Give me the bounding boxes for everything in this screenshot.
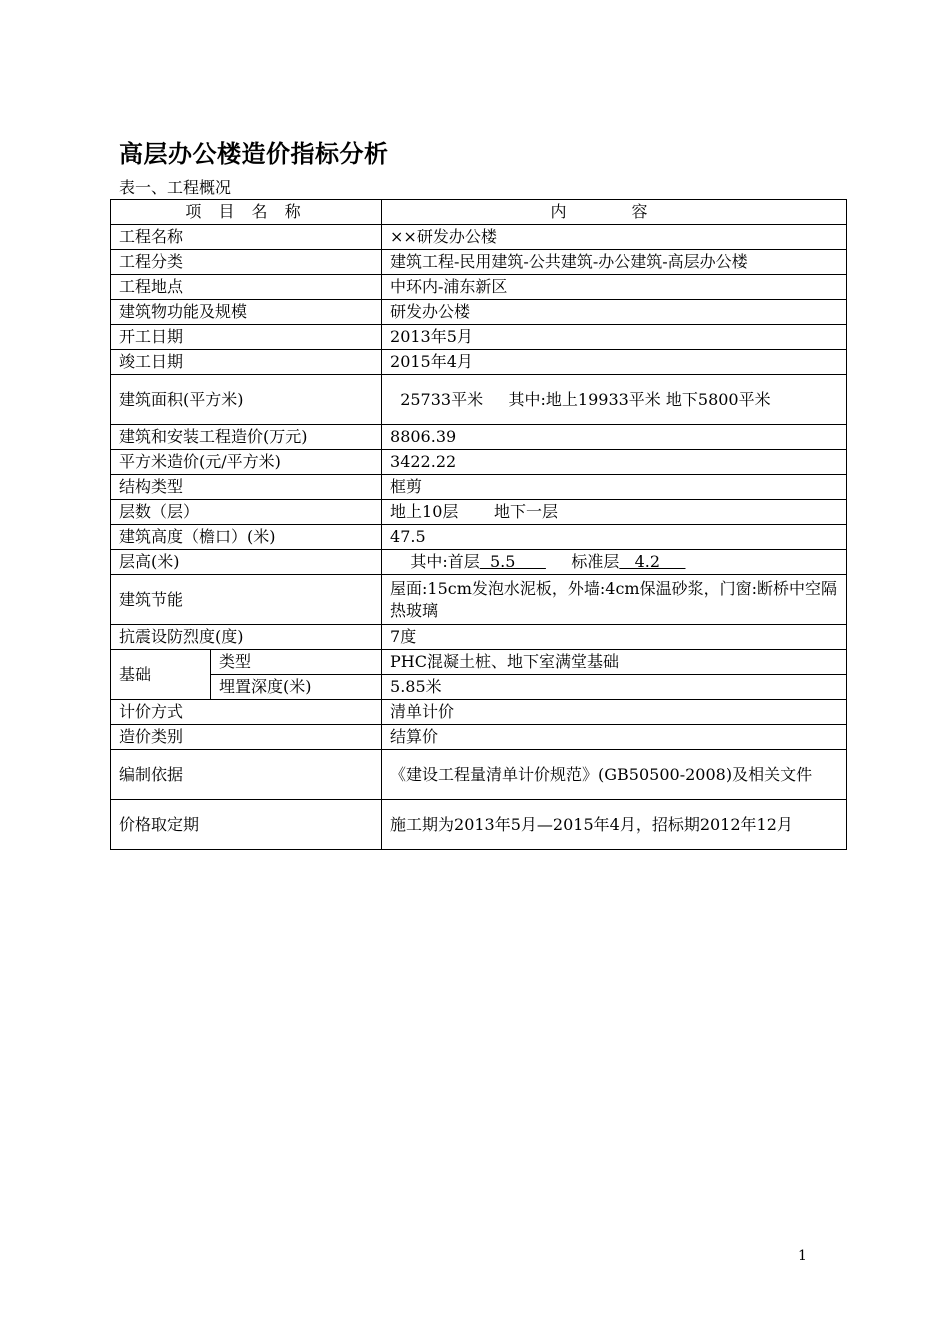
page-number: 1 bbox=[798, 1248, 807, 1264]
table-row bbox=[111, 550, 847, 575]
row-label: 工程地点 bbox=[111, 275, 382, 300]
row-value: 7度 bbox=[382, 625, 847, 650]
row-label: 平方米造价(元/平方米) bbox=[111, 450, 382, 475]
row-label: 建筑高度（檐口）(米) bbox=[111, 525, 382, 550]
table-header-row bbox=[111, 200, 847, 225]
row-label: 层数（层） bbox=[111, 500, 382, 525]
row-label: 编制依据 bbox=[111, 750, 382, 800]
row-label: 工程名称 bbox=[111, 225, 382, 250]
row-value: 47.5 bbox=[382, 525, 847, 550]
row-value: 2013年5月 bbox=[382, 325, 847, 350]
table-row bbox=[111, 300, 847, 325]
first-floor-height: 5.5 bbox=[479, 552, 546, 571]
row-value: 中环内-浦东新区 bbox=[382, 275, 847, 300]
row-sublabel: 埋置深度(米) bbox=[211, 675, 382, 700]
row-label: 建筑和安装工程造价(万元) bbox=[111, 425, 382, 450]
standard-floor-height: 4.2 bbox=[619, 552, 686, 571]
row-value bbox=[382, 550, 847, 575]
row-label: 工程分类 bbox=[111, 250, 382, 275]
row-value: 地上10层 地下一层 bbox=[382, 500, 847, 525]
row-value: 框剪 bbox=[382, 475, 847, 500]
row-label: 建筑面积(平方米) bbox=[111, 375, 382, 425]
row-label: 竣工日期 bbox=[111, 350, 382, 375]
table-row bbox=[111, 650, 847, 675]
row-label: 开工日期 bbox=[111, 325, 382, 350]
row-value: ××研发办公楼 bbox=[382, 225, 847, 250]
row-value: 施工期为2013年5月—2015年4月，招标期2012年12月 bbox=[382, 800, 847, 850]
standard-floor-label: 标准层 bbox=[545, 552, 620, 571]
row-value: 建筑工程-民用建筑-公共建筑-办公建筑-高层办公楼 bbox=[382, 250, 847, 275]
table-row bbox=[111, 725, 847, 750]
table-row bbox=[111, 525, 847, 550]
table-row bbox=[111, 425, 847, 450]
table-caption: 表一、工程概况 bbox=[119, 178, 232, 197]
row-value: 25733平米 其中:地上19933平米 地下5800平米 bbox=[382, 375, 847, 425]
row-label: 抗震设防烈度(度) bbox=[111, 625, 382, 650]
row-sublabel: 类型 bbox=[211, 650, 382, 675]
row-label: 计价方式 bbox=[111, 700, 382, 725]
table-row bbox=[111, 700, 847, 725]
row-value: PHC混凝土桩、地下室满堂基础 bbox=[382, 650, 847, 675]
row-value: 8806.39 bbox=[382, 425, 847, 450]
row-value: 研发办公楼 bbox=[382, 300, 847, 325]
header-content: 内 容 bbox=[382, 200, 847, 225]
table-row bbox=[111, 450, 847, 475]
row-value: 屋面:15cm发泡水泥板，外墙:4cm保温砂浆，门窗:断桥中空隔热玻璃 bbox=[382, 575, 847, 625]
table-row bbox=[111, 500, 847, 525]
row-value: 结算价 bbox=[382, 725, 847, 750]
table-row bbox=[111, 350, 847, 375]
table-row bbox=[111, 225, 847, 250]
table-row bbox=[111, 625, 847, 650]
row-value: 《建设工程量清单计价规范》(GB50500-2008)及相关文件 bbox=[382, 750, 847, 800]
floor-height-prefix: 其中:首层 bbox=[390, 552, 480, 571]
row-label: 建筑节能 bbox=[111, 575, 382, 625]
table-row bbox=[111, 675, 847, 700]
table-row bbox=[111, 375, 847, 425]
table-row bbox=[111, 250, 847, 275]
row-label: 结构类型 bbox=[111, 475, 382, 500]
row-label: 造价类别 bbox=[111, 725, 382, 750]
row-label: 层高(米) bbox=[111, 550, 382, 575]
table-row bbox=[111, 325, 847, 350]
table-row bbox=[111, 475, 847, 500]
table-row bbox=[111, 575, 847, 625]
document-title: 高层办公楼造价指标分析 bbox=[119, 140, 389, 168]
row-value: 3422.22 bbox=[382, 450, 847, 475]
row-label: 价格取定期 bbox=[111, 800, 382, 850]
table-row bbox=[111, 750, 847, 800]
row-label: 建筑物功能及规模 bbox=[111, 300, 382, 325]
table-row bbox=[111, 275, 847, 300]
project-overview-table bbox=[110, 199, 847, 850]
table-row bbox=[111, 800, 847, 850]
row-value: 清单计价 bbox=[382, 700, 847, 725]
row-label: 基础 bbox=[111, 650, 211, 700]
row-value: 5.85米 bbox=[382, 675, 847, 700]
row-value: 2015年4月 bbox=[382, 350, 847, 375]
header-item: 项 目 名 称 bbox=[111, 200, 382, 225]
